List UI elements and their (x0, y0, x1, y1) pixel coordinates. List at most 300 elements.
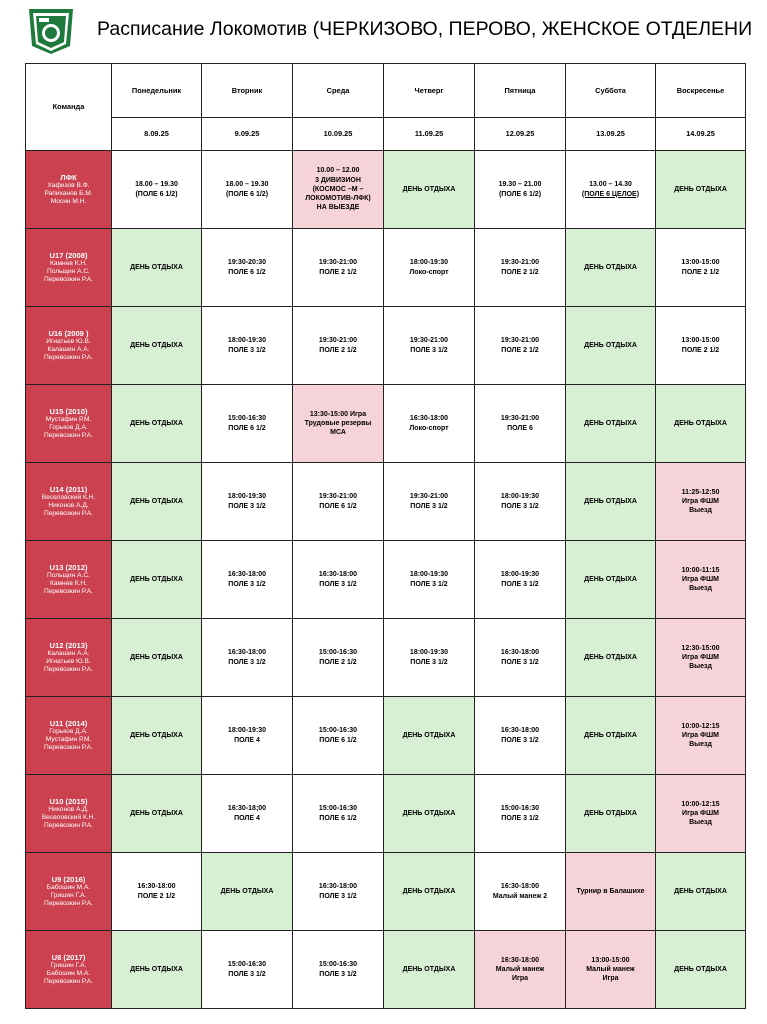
schedule-line: ПОЛЕ 4 (234, 814, 260, 822)
schedule-line: МСА (330, 429, 346, 437)
schedule-line: ПОЛЕ 3 1/2 (228, 658, 266, 666)
schedule-cell (656, 307, 746, 385)
schedule-line: (ПОЛЕ 6 1/2) (135, 190, 178, 198)
schedule-line: Локо-спорт (409, 424, 449, 432)
schedule-line: 19:30-21:00 (409, 493, 449, 501)
schedule-line: ПОЛЕ 2 1/2 (681, 346, 720, 354)
schedule-line: 18:00-19:30 (227, 337, 267, 345)
schedule-line: 18.00 – 19.30 (225, 181, 269, 189)
header-days-row (26, 64, 746, 118)
schedule-cell (112, 307, 202, 385)
schedule-line: Игра ФШМ (682, 653, 719, 661)
day-header: Суббота (566, 64, 656, 118)
schedule-cell (475, 307, 566, 385)
date-header: 10.09.25 (293, 118, 384, 151)
schedule-line: ДЕНЬ ОТДЫХА (130, 965, 183, 973)
coach-name: Калашин А.А. (47, 346, 90, 354)
schedule-line: Малый манеж (495, 965, 545, 973)
schedule-line: 16:30-18:00 (500, 727, 540, 735)
coach-name: Камнев К.Н. (50, 260, 87, 268)
coach-name: Игнатьев Ю.В. (46, 338, 91, 346)
coach-name: Перевозкин Р.А. (43, 510, 94, 518)
coach-name: Бабошин М.А. (46, 884, 91, 892)
team-name: U17 (2008) (49, 250, 88, 260)
team-row (26, 229, 746, 307)
schedule-line: 19:30-21:00 (500, 337, 540, 345)
team-cell (26, 931, 112, 1009)
schedule-line: ДЕНЬ ОТДЫХА (584, 731, 637, 739)
schedule-line: ДЕНЬ ОТДЫХА (130, 263, 183, 271)
schedule-line: ДЕНЬ ОТДЫХА (584, 497, 637, 505)
schedule-line: 15:00-16:30 (500, 805, 540, 813)
schedule-line: ПОЛЕ 2 1/2 (681, 268, 720, 276)
schedule-line: Выезд (689, 507, 712, 515)
schedule-line: ПОЛЕ 3 1/2 (319, 580, 357, 588)
schedule-line: 19:30-21:00 (500, 259, 540, 267)
schedule-line: Малый манеж (586, 965, 635, 973)
schedule-line: 13:00-15:00 (681, 259, 720, 267)
schedule-cell (293, 229, 384, 307)
date-header: 13.09.25 (566, 118, 656, 151)
schedule-cell (384, 775, 475, 853)
schedule-line: 19.30 – 21.00 (498, 181, 542, 189)
schedule-line: Выезд (689, 819, 712, 827)
schedule-cell (112, 151, 202, 229)
schedule-line: ДЕНЬ ОТДЫХА (584, 263, 637, 271)
schedule-cell (202, 619, 293, 697)
team-cell (26, 697, 112, 775)
schedule-line: ПОЛЕ 3 1/2 (228, 346, 266, 354)
schedule-line: ПОЛЕ 3 1/2 (410, 580, 448, 588)
schedule-line: Выезд (689, 741, 712, 749)
schedule-cell (656, 229, 746, 307)
schedule-line: 16:30-18:00 (318, 883, 358, 891)
schedule-cell (293, 385, 384, 463)
coach-name: Перевозкин Р.А. (43, 276, 94, 284)
schedule-cell (566, 463, 656, 541)
schedule-line: ДЕНЬ ОТДЫХА (584, 341, 637, 349)
coach-name: Камнев К.Н. (50, 580, 87, 588)
schedule-line: Игра ФШМ (682, 809, 719, 817)
schedule-cell (384, 151, 475, 229)
coach-name: Перевозкин Р.А. (43, 978, 94, 986)
day-header: Вторник (202, 64, 293, 118)
schedule-cell (384, 697, 475, 775)
schedule-line: 19:30-20:30 (227, 259, 267, 267)
team-column-header: Команда (26, 64, 112, 151)
schedule-cell (656, 775, 746, 853)
schedule-line: (КОСМОС –М – (312, 185, 364, 193)
schedule-line: ПОЛЕ 6 1/2 (228, 268, 266, 276)
team-row (26, 307, 746, 385)
schedule-line: ПОЛЕ 2 1/2 (501, 346, 539, 354)
schedule-cell (566, 229, 656, 307)
schedule-cell (202, 697, 293, 775)
coach-name: Перевозкин Р.А. (43, 588, 94, 596)
schedule-cell (384, 853, 475, 931)
schedule-cell (293, 463, 384, 541)
day-header: Воскресенье (656, 64, 746, 118)
schedule-line: ПОЛЕ 6 (507, 424, 533, 432)
schedule-line: 16:30-18:00 (500, 649, 540, 657)
schedule-cell (293, 853, 384, 931)
schedule-cell (112, 463, 202, 541)
schedule-line: ДЕНЬ ОТДЫХА (402, 965, 456, 973)
schedule-table (25, 63, 746, 1009)
schedule-line: ПОЛЕ 3 1/2 (501, 736, 539, 744)
coach-name: Перевозкин Р.А. (43, 744, 94, 752)
coach-name: Мустафин Р.М. (45, 736, 92, 744)
team-row (26, 385, 746, 463)
schedule-cell (475, 229, 566, 307)
coach-name: Польщин А.С. (47, 268, 90, 276)
schedule-cell (475, 541, 566, 619)
schedule-line: ПОЛЕ 3 1/2 (501, 814, 539, 822)
schedule-line: НА ВЫЕЗДЕ (316, 204, 360, 212)
schedule-line: ПОЛЕ 3 1/2 (319, 970, 357, 978)
coach-name: Мосин М.Н. (50, 198, 87, 206)
schedule-line: Выезд (689, 585, 712, 593)
schedule-line: 15:00-16:30 (318, 805, 358, 813)
schedule-cell (112, 853, 202, 931)
schedule-line: Локо-спорт (409, 268, 449, 276)
schedule-line: 16:30-18:00 (227, 571, 267, 579)
schedule-line: (ПОЛЕ 6 ЦЕЛОЕ) (581, 190, 640, 198)
schedule-cell (656, 463, 746, 541)
schedule-line: ПОЛЕ 2 1/2 (319, 268, 357, 276)
schedule-line: ПОЛЕ 6 1/2 (228, 424, 266, 432)
schedule-line: 13:00-15:00 (591, 956, 630, 964)
schedule-line: 19:30-21:00 (409, 337, 449, 345)
team-name: U12 (2013) (49, 640, 88, 650)
schedule-line: ПОЛЕ 3 1/2 (501, 658, 539, 666)
schedule-line: 19:30-21:00 (318, 259, 358, 267)
schedule-line: ДЕНЬ ОТДЫХА (220, 887, 274, 895)
schedule-cell (293, 307, 384, 385)
lokomotiv-logo (26, 6, 76, 56)
schedule-line: 16:30-18:00 (227, 649, 267, 657)
date-header: 8.09.25 (112, 118, 202, 151)
schedule-cell (112, 931, 202, 1009)
schedule-line: ПОЛЕ 4 (234, 736, 260, 744)
schedule-line: Малый манеж 2 (492, 892, 548, 900)
coach-name: Гришин Г.А. (50, 962, 87, 970)
schedule-cell (202, 307, 293, 385)
schedule-cell (202, 463, 293, 541)
team-name: U13 (2012) (49, 562, 88, 572)
coach-name: Перевозкин Р.А. (43, 900, 94, 908)
schedule-line: 16:30-18:00 (500, 956, 540, 964)
schedule-line: Игра ФШМ (682, 731, 719, 739)
schedule-line: ДЕНЬ ОТДЫХА (402, 185, 456, 193)
team-row (26, 541, 746, 619)
day-header: Среда (293, 64, 384, 118)
team-name: U10 (2015) (49, 796, 88, 806)
schedule-cell (202, 151, 293, 229)
schedule-line: ПОЛЕ 3 1/2 (228, 970, 266, 978)
schedule-cell (202, 541, 293, 619)
team-name: U16 (2009 ) (48, 328, 89, 338)
schedule-line: ДЕНЬ ОТДЫХА (674, 887, 727, 895)
schedule-cell (202, 931, 293, 1009)
schedule-line: 19:30-21:00 (318, 493, 358, 501)
team-cell (26, 619, 112, 697)
coach-name: Польщин А.С. (47, 572, 90, 580)
team-row (26, 931, 746, 1009)
schedule-cell (475, 697, 566, 775)
schedule-cell (566, 619, 656, 697)
schedule-cell (656, 151, 746, 229)
schedule-line: (ПОЛЕ 6 1/2) (498, 190, 542, 198)
team-cell (26, 853, 112, 931)
team-name: U9 (2016) (51, 874, 86, 884)
coach-name: Никонов А.Д. (48, 502, 89, 510)
schedule-line: ДЕНЬ ОТДЫХА (674, 965, 727, 973)
schedule-line: 13:30-15:00 Игра (309, 410, 367, 418)
schedule-line: 16:30-18:00 (137, 883, 176, 891)
schedule-line: ДЕНЬ ОТДЫХА (584, 653, 637, 661)
schedule-line: ДЕНЬ ОТДЫХА (402, 887, 456, 895)
schedule-cell (475, 385, 566, 463)
schedule-line: ПОЛЕ 6 1/2 (319, 502, 357, 510)
schedule-line: 12:30-15:00 (681, 644, 720, 652)
schedule-line: ПОЛЕ 3 1/2 (228, 502, 266, 510)
schedule-line: 15:00-16:30 (227, 415, 267, 423)
schedule-cell (202, 853, 293, 931)
schedule-line: 15:00-16:30 (318, 727, 358, 735)
date-header: 11.09.25 (384, 118, 475, 151)
team-row (26, 853, 746, 931)
team-row (26, 619, 746, 697)
schedule-cell (656, 931, 746, 1009)
schedule-line: ПОЛЕ 2 1/2 (137, 892, 176, 900)
coach-name: Мустафин Р.М. (45, 416, 92, 424)
schedule-line: 16:30-18:00 (409, 415, 449, 423)
schedule-line: ДЕНЬ ОТДЫХА (130, 731, 183, 739)
schedule-line: ДЕНЬ ОТДЫХА (130, 809, 183, 817)
schedule-line: ДЕНЬ ОТДЫХА (402, 809, 456, 817)
team-cell (26, 307, 112, 385)
team-name: U14 (2011) (49, 484, 88, 494)
schedule-cell (566, 151, 656, 229)
date-header: 12.09.25 (475, 118, 566, 151)
schedule-cell (112, 229, 202, 307)
schedule-cell (293, 775, 384, 853)
schedule-line: 16:30-18:00 (318, 571, 358, 579)
schedule-line: 18.00 – 19.30 (135, 181, 178, 189)
schedule-line: ПОЛЕ 2 1/2 (319, 658, 357, 666)
schedule-line: 16:30-18;00 (227, 805, 267, 813)
coach-name: Горьков Д.А. (49, 424, 88, 432)
schedule-line: 3 ДИВИЗИОН (315, 176, 361, 184)
schedule-line: 18:00-19:30 (500, 571, 540, 579)
schedule-cell (384, 385, 475, 463)
schedule-line: ПОЛЕ 3 1/2 (228, 580, 266, 588)
team-row (26, 775, 746, 853)
coach-name: Никонов А.Д. (48, 806, 89, 814)
schedule-line: ЛОКОМОТИВ-ЛФК) (305, 195, 371, 203)
schedule-cell (566, 385, 656, 463)
schedule-cell (475, 853, 566, 931)
schedule-cell (293, 697, 384, 775)
schedule-line: 10:00-12:15 (681, 722, 720, 730)
date-header: 14.09.25 (656, 118, 746, 151)
schedule-line: Игра ФШМ (682, 497, 719, 505)
coach-name: Веселовский К.Н. (41, 494, 96, 502)
schedule-line: ДЕНЬ ОТДЫХА (130, 575, 183, 583)
schedule-line: 18:00-19:30 (409, 649, 449, 657)
schedule-cell (202, 385, 293, 463)
schedule-line: ДЕНЬ ОТДЫХА (402, 731, 456, 739)
schedule-line: 10:00-12:15 (681, 800, 720, 808)
coach-name: Калашин А.А. (47, 650, 90, 658)
schedule-cell (656, 697, 746, 775)
schedule-line: ДЕНЬ ОТДЫХА (674, 419, 727, 427)
team-cell (26, 385, 112, 463)
schedule-cell (293, 619, 384, 697)
schedule-cell (566, 541, 656, 619)
schedule-cell (202, 775, 293, 853)
coach-name: Бабошин М.А. (46, 970, 91, 978)
schedule-cell (475, 463, 566, 541)
schedule-line: Турнир в Балашихе (576, 887, 645, 895)
schedule-cell (475, 151, 566, 229)
schedule-line: Игра (511, 975, 529, 983)
page-title: Расписание Локомотив (ЧЕРКИЗОВО, ПЕРОВО, ЖЕНСКОЕ ОТДЕЛЕНИ (97, 18, 753, 40)
schedule-line: 11:25-12:50 (681, 488, 720, 496)
schedule-cell (656, 853, 746, 931)
coach-name: Игнатьев Ю.В. (46, 658, 91, 666)
schedule-cell (475, 931, 566, 1009)
schedule-cell (475, 775, 566, 853)
schedule-line: 15:00-16:30 (227, 961, 267, 969)
schedule-line: ПОЛЕ 6 1/2 (319, 736, 357, 744)
schedule-line: Игра (602, 975, 619, 983)
schedule-cell (112, 619, 202, 697)
team-cell (26, 151, 112, 229)
schedule-line: ПОЛЕ 3 1/2 (501, 580, 539, 588)
schedule-cell (566, 853, 656, 931)
schedule-line: 18:00-19:30 (227, 727, 267, 735)
schedule-cell (112, 775, 202, 853)
schedule-line: ПОЛЕ 3 1/2 (410, 346, 448, 354)
team-row (26, 151, 746, 229)
team-row (26, 463, 746, 541)
schedule-line: 18:00-19:30 (409, 571, 449, 579)
schedule-cell (293, 541, 384, 619)
day-header: Четверг (384, 64, 475, 118)
schedule-cell (112, 541, 202, 619)
schedule-line: ДЕНЬ ОТДЫХА (674, 185, 727, 193)
schedule-line: Игра ФШМ (682, 575, 719, 583)
team-name: U8 (2017) (51, 952, 86, 962)
schedule-cell (112, 385, 202, 463)
schedule-line: ПОЛЕ 6 1/2 (319, 814, 357, 822)
schedule-line: 19:30-21:00 (500, 415, 540, 423)
schedule-line: ПОЛЕ 2 1/2 (319, 346, 357, 354)
schedule-line: 19:30-21:00 (318, 337, 358, 345)
coach-name: Перевозкин Р.А. (43, 822, 94, 830)
schedule-cell (475, 619, 566, 697)
schedule-line: ДЕНЬ ОТДЫХА (130, 419, 183, 427)
date-header: 9.09.25 (202, 118, 293, 151)
schedule-line: ДЕНЬ ОТДЫХА (130, 341, 183, 349)
coach-name: Перевозкин Р.А. (43, 666, 94, 674)
schedule-line: ПОЛЕ 3 1/2 (319, 892, 357, 900)
schedule-line: 10:00-11:15 (681, 566, 720, 574)
schedule-line: ДЕНЬ ОТДЫХА (130, 653, 183, 661)
schedule-cell (566, 307, 656, 385)
schedule-line: Выезд (689, 663, 712, 671)
schedule-line: Трудовые резервы (304, 419, 372, 427)
schedule-line: ДЕНЬ ОТДЫХА (584, 419, 637, 427)
schedule-line: 13:00-15:00 (681, 337, 720, 345)
schedule-cell (566, 931, 656, 1009)
coach-name: Хафизов В.Ф. (47, 182, 90, 190)
schedule-line: ДЕНЬ ОТДЫХА (584, 809, 637, 817)
schedule-line: 15:00-16:30 (318, 649, 358, 657)
schedule-cell (656, 541, 746, 619)
schedule-line: 16:30-18:00 (500, 883, 540, 891)
team-cell (26, 541, 112, 619)
schedule-cell (202, 229, 293, 307)
team-name: ЛФК (60, 172, 77, 182)
team-cell (26, 775, 112, 853)
schedule-cell (112, 697, 202, 775)
schedule-line: 18:00-19:30 (500, 493, 540, 501)
coach-name: Веселовский К.Н. (41, 814, 96, 822)
team-name: U15 (2010) (49, 406, 88, 416)
header-dates-row (26, 118, 746, 151)
coach-name: Перевозкин Р.А. (43, 432, 94, 440)
schedule-cell (656, 385, 746, 463)
schedule-line: 10.00 – 12.00 (316, 167, 360, 175)
schedule-cell (384, 619, 475, 697)
schedule-line: ПОЛЕ 3 1/2 (501, 502, 539, 510)
schedule-cell (293, 151, 384, 229)
day-header: Понедельник (112, 64, 202, 118)
schedule-cell (566, 775, 656, 853)
day-header: Пятница (475, 64, 566, 118)
schedule-line: ПОЛЕ 3 1/2 (410, 502, 448, 510)
coach-name: Рапиханов Б.М. (44, 190, 93, 198)
schedule-line: (ПОЛЕ 6 1/2) (225, 190, 269, 198)
schedule-line: 18:00-19:30 (409, 259, 449, 267)
coach-name: Гришин Г.А. (50, 892, 87, 900)
team-cell (26, 229, 112, 307)
schedule-line: ДЕНЬ ОТДЫХА (584, 575, 637, 583)
schedule-line: 13.00 – 14.30 (589, 181, 632, 189)
schedule-line: 15:00-16:30 (318, 961, 358, 969)
schedule-cell (656, 619, 746, 697)
schedule-cell (293, 931, 384, 1009)
team-cell (26, 463, 112, 541)
schedule-cell (384, 931, 475, 1009)
schedule-cell (384, 463, 475, 541)
coach-name: Горьков Д.А. (49, 728, 88, 736)
schedule-cell (384, 229, 475, 307)
schedule-line: ПОЛЕ 3 1/2 (410, 658, 448, 666)
schedule-line: ДЕНЬ ОТДЫХА (130, 497, 183, 505)
schedule-line: ПОЛЕ 2 1/2 (501, 268, 539, 276)
schedule-cell (566, 697, 656, 775)
team-name: U11 (2014) (49, 718, 88, 728)
schedule-cell (384, 541, 475, 619)
schedule-line: 18:00-19:30 (227, 493, 267, 501)
team-row (26, 697, 746, 775)
coach-name: Перевозкин Р.А. (43, 354, 94, 362)
schedule-cell (384, 307, 475, 385)
